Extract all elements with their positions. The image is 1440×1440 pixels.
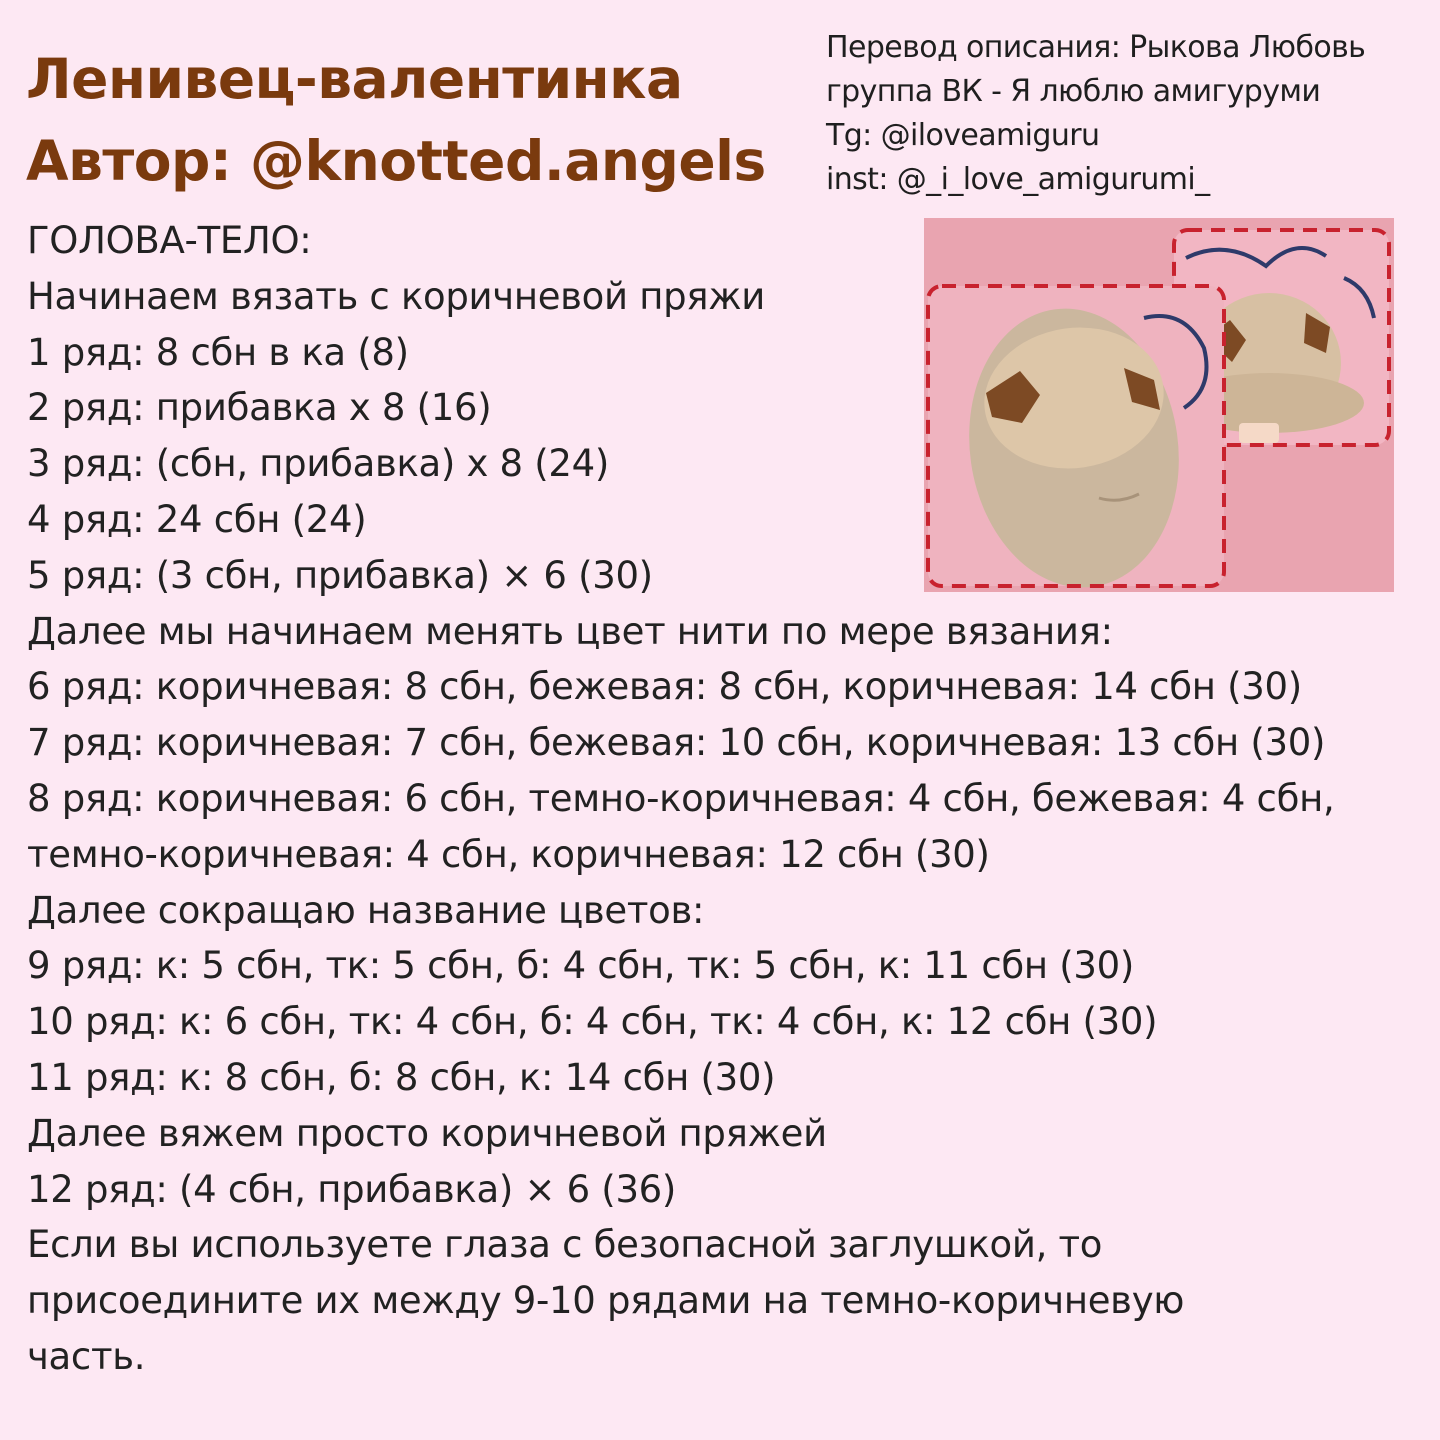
row-2: 2 ряд: прибавка х 8 (16) — [27, 386, 492, 430]
row-5: 5 ряд: (3 сбн, прибавка) × 6 (30) — [27, 553, 653, 597]
color-change-note: Далее мы начинаем менять цвет нити по мере вязания: — [27, 609, 1113, 653]
row-3: 3 ряд: (сбн, прибавка) х 8 (24) — [27, 442, 610, 486]
pattern-instructions — [27, 213, 1422, 1385]
row-11: 11 ряд: к: 8 сбн, б: 8 сбн, к: 14 сбн (30) — [27, 1055, 776, 1099]
row-7: 7 ряд: коричневая: 7 сбн, бежевая: 10 сбн, коричневая: 13 сбн (30) — [27, 721, 1326, 765]
row-12: 12 ряд: (4 сбн, прибавка) × 6 (36) — [27, 1167, 677, 1211]
section-heading: ГОЛОВА-ТЕЛО: — [27, 219, 312, 262]
eyes-note: Если вы используете глаза с безопасной заглушкой, то присоедините их между 9-10 рядами на темно-коричневую часть. — [27, 1223, 1185, 1378]
abbrev-note: Далее сокращаю название цветов: — [27, 888, 705, 932]
brown-note: Далее вяжем просто коричневой пряжей — [27, 1111, 827, 1155]
row-8: 8 ряд: коричневая: 6 сбн, темно-коричневая: 4 сбн, бежевая: 4 сбн, темно-коричневая: 4 сбн, коричневая: 12 сбн (30) — [27, 776, 1335, 876]
title-line-1: Ленивец-валентинка — [26, 47, 683, 111]
row-6: 6 ряд: коричневая: 8 сбн, бежевая: 8 сбн, коричневая: 14 сбн (30) — [27, 665, 1302, 709]
credit-vk-group: группа ВК - Я люблю амигуруми — [826, 74, 1321, 109]
title-line-2-author: Автор: @knotted.angels — [26, 129, 766, 193]
row-10: 10 ряд: к: 6 сбн, тк: 4 сбн, б: 4 сбн, тк: 4 сбн, к: 12 сбн (30) — [27, 1000, 1158, 1044]
row-1: 1 ряд: 8 сбн в ка (8) — [27, 330, 409, 374]
credit-translation: Перевод описания: Рыкова Любовь — [826, 30, 1366, 65]
credit-instagram: inst: @_i_love_amigurumi_ — [826, 162, 1210, 197]
intro-line: Начинаем вязать с коричневой пряжи — [27, 274, 766, 318]
credits-block — [826, 26, 1365, 202]
credit-telegram: Tg: @iloveamiguru — [826, 118, 1100, 153]
row-9: 9 ряд: к: 5 сбн, тк: 5 сбн, б: 4 сбн, тк: 5 сбн, к: 11 сбн (30) — [27, 944, 1135, 988]
page-title — [26, 38, 766, 202]
row-4: 4 ряд: 24 сбн (24) — [27, 497, 367, 541]
